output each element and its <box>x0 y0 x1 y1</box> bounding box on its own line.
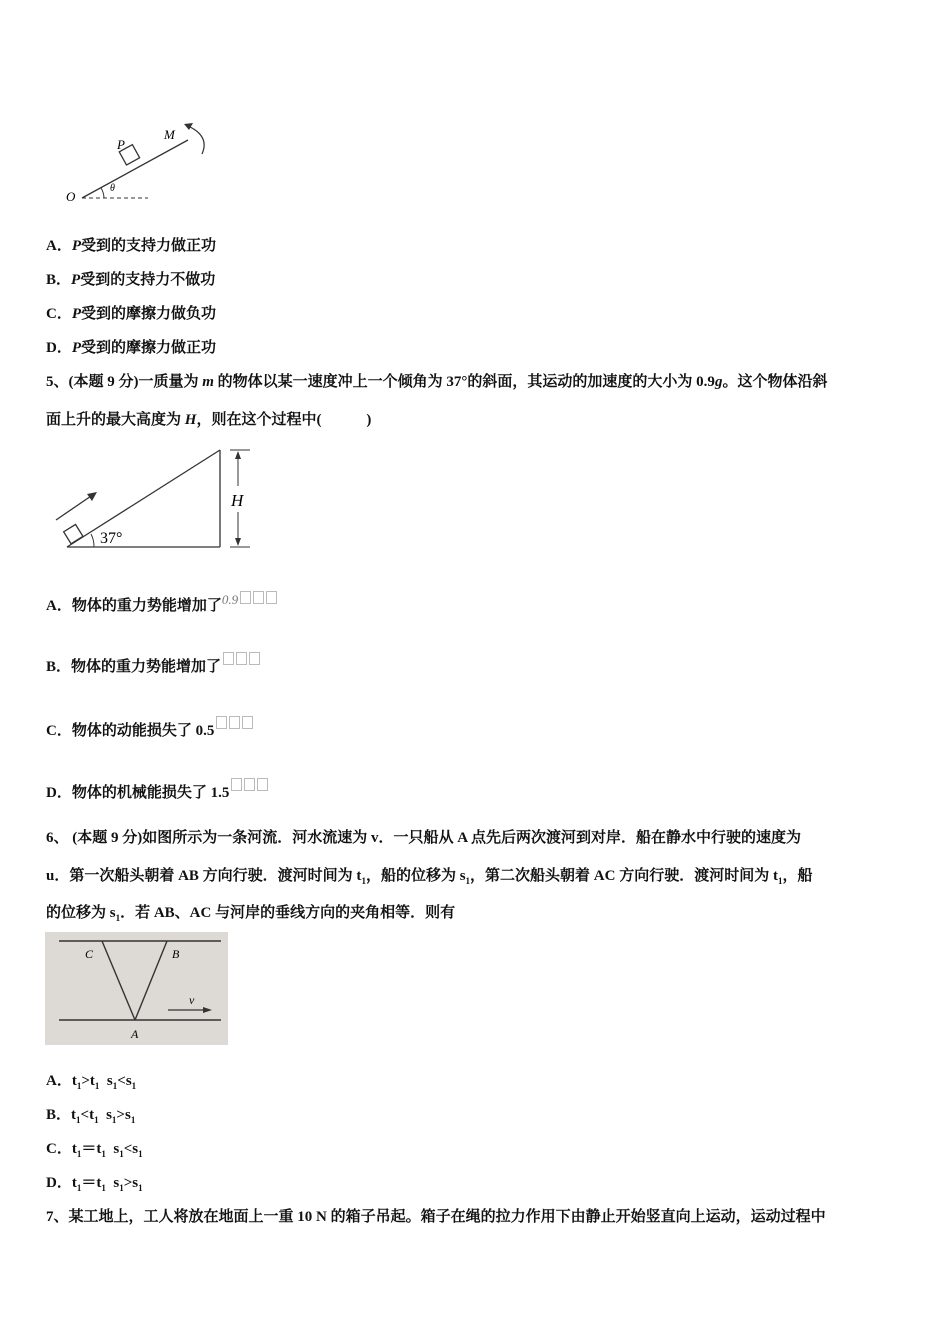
var-s: s <box>132 1141 139 1157</box>
q6-stem-line3 <box>46 903 455 928</box>
subscript: 1 <box>101 1183 106 1193</box>
fig2-label-h: H <box>231 491 244 510</box>
var-t: t <box>71 1175 77 1191</box>
option-letter: C． <box>46 1141 72 1157</box>
missing-glyph-icon <box>236 652 247 665</box>
fig1-label-p: P <box>117 137 125 152</box>
option-letter: C． <box>46 306 72 322</box>
relation: > <box>81 1073 90 1089</box>
q5-stem-line1 <box>46 372 827 392</box>
fig2-label-angle: 37° <box>100 530 123 547</box>
subscript: 1 <box>76 1115 81 1125</box>
q5-option-c <box>46 716 253 741</box>
var-t: t <box>89 1073 95 1089</box>
missing-glyph-icon <box>242 716 253 729</box>
var-t: t <box>71 1073 77 1089</box>
q4-option-b <box>46 270 215 290</box>
q6-text: ，第二次船头朝着 AC 方向行驶．渡河时间为 t <box>470 868 778 884</box>
missing-glyph-icon <box>244 778 255 791</box>
missing-glyph-icon <box>249 652 260 665</box>
q5-option-b <box>46 652 260 677</box>
subscript: 1 <box>76 1081 82 1091</box>
q4-option-d <box>46 338 216 358</box>
figure-block-on-incline <box>60 120 220 210</box>
q5-option-d <box>46 778 268 803</box>
q5-text: 面上升的最大高度为 <box>46 412 185 428</box>
q6-stem-line2 <box>46 866 812 891</box>
option-letter: A． <box>46 1073 72 1089</box>
var-s: s <box>106 1073 113 1089</box>
option-text: 受到的摩擦力做负功 <box>81 306 217 322</box>
q5-text: ，则在这个过程中( ) <box>196 412 372 428</box>
option-letter: D． <box>46 340 72 356</box>
option-letter: B． <box>46 272 72 288</box>
subscript: 1 <box>130 1115 136 1125</box>
option-letter: C． <box>46 723 72 739</box>
subscript: 1 <box>138 1149 143 1159</box>
option-var: P <box>71 306 82 322</box>
relation: < <box>123 1141 133 1157</box>
missing-glyph-icon <box>240 591 251 604</box>
fig3-label-a: A <box>131 1027 139 1041</box>
subscript: 1 <box>101 1149 106 1159</box>
option-letter: D． <box>46 785 72 801</box>
option-letter: B． <box>46 1107 72 1123</box>
option-text: 物体的重力势能增加了 <box>71 659 222 675</box>
var-s: s <box>125 1073 132 1089</box>
var-t: t <box>89 1107 95 1123</box>
subscript: 1 <box>112 1081 118 1091</box>
var-t: t <box>71 1107 77 1123</box>
var-s: s <box>106 1107 112 1123</box>
missing-glyph-icon <box>231 778 242 791</box>
subscript: 1 <box>115 913 121 923</box>
subscript: 1 <box>119 1149 124 1159</box>
q6-option-b <box>46 1105 135 1130</box>
subscript: 1 <box>361 876 366 886</box>
option-text: 物体的动能损失了 0.5 <box>71 723 215 739</box>
option-var: P <box>71 238 82 254</box>
q5-text: 。这个物体沿斜 <box>722 374 828 390</box>
subscript: 1 <box>111 1115 117 1125</box>
q6-stem-line1: 6、 (本题 9 分)如图所示为一条河流．河水流速为 v．一只船从 A 点先后两次渡河到对岸．船在静水中行驶的速度为 <box>46 830 801 846</box>
q5-stem-line2 <box>46 410 371 430</box>
q7-stem-line1: 7、某工地上，工人将放在地面上一重 10 N 的箱子吊起。箱子在绳的拉力作用下由静止开始竖直向上运动，运动过程中 <box>46 1209 826 1225</box>
missing-glyph-icon <box>229 716 240 729</box>
var-s: s <box>124 1107 131 1123</box>
subscript: 1 <box>76 1183 82 1193</box>
missing-glyph-icon <box>216 716 227 729</box>
option-var: P <box>71 340 82 356</box>
figure-incline-37 <box>50 444 260 556</box>
fig1-label-theta: θ <box>110 183 115 194</box>
q6-option-d <box>46 1173 143 1198</box>
var-s: s <box>113 1141 120 1157</box>
fig1-label-m: M <box>164 127 175 142</box>
var-t: t <box>96 1175 102 1191</box>
missing-glyph-icon <box>266 591 277 604</box>
var-s: s <box>132 1175 139 1191</box>
q4-option-c <box>46 304 216 324</box>
subscript: 1 <box>131 1081 137 1091</box>
q5-var-g: g <box>714 374 723 390</box>
q6-option-a <box>46 1071 136 1096</box>
option-text: 受到的支持力不做功 <box>80 272 216 288</box>
fig1-label-o: O <box>66 189 76 204</box>
var-s: s <box>113 1175 120 1191</box>
fig3-label-c: C <box>85 947 94 961</box>
subscript: 1 <box>138 1183 143 1193</box>
option-text: 物体的机械能损失了 1.5 <box>71 785 230 801</box>
q6-text: ．若 AB、AC 与河岸的垂线方向的夹角相等．则有 <box>120 905 456 921</box>
relation: < <box>117 1073 126 1089</box>
q5-option-a <box>46 590 277 616</box>
option-text: 受到的支持力做正功 <box>81 238 217 254</box>
subscript: 1 <box>465 876 471 886</box>
subscript: 1 <box>76 1149 82 1159</box>
option-letter: B． <box>46 659 72 675</box>
q6-text: ，船 <box>782 868 813 884</box>
q5-var-h: H <box>184 412 197 428</box>
subscript: 1 <box>777 876 783 886</box>
var-t: t <box>71 1141 77 1157</box>
relation: ＝ <box>81 1175 97 1191</box>
relation: < <box>80 1107 90 1123</box>
option-text: 物体的重力势能增加了 <box>71 598 222 614</box>
relation: > <box>116 1107 125 1123</box>
missing-glyph-icon <box>223 652 234 665</box>
fig3-label-v: v <box>189 993 195 1007</box>
q5-text: 的物体以某一速度冲上一个倾角为 37°的斜面，其运动的加速度的大小为 0.9 <box>213 374 715 390</box>
subscript: 1 <box>94 1115 99 1125</box>
q6-text: 的位移为 s <box>46 905 116 921</box>
q4-option-a <box>46 236 216 256</box>
option-letter: A． <box>46 598 72 614</box>
missing-glyph-icon <box>253 591 264 604</box>
subscript: 1 <box>94 1081 100 1091</box>
option-letter: A． <box>46 238 72 254</box>
option-text: 受到的摩擦力做正功 <box>81 340 217 356</box>
q6-text: u．第一次船头朝着 AB 方向行驶．渡河时间为 t <box>46 868 362 884</box>
q6-option-c <box>46 1139 143 1164</box>
missing-glyph-icon <box>257 778 268 791</box>
q5-text: 5、(本题 9 分)一质量为 <box>46 374 203 390</box>
formula-text: 0.9 <box>221 592 239 607</box>
q6-text: ，船的位移为 s <box>365 868 466 884</box>
subscript: 1 <box>119 1183 124 1193</box>
q5-var-m: m <box>202 374 214 390</box>
option-letter: D． <box>46 1175 72 1191</box>
fig3-label-b: B <box>172 947 180 961</box>
option-var: P <box>71 272 81 288</box>
relation: > <box>123 1175 133 1191</box>
relation: ＝ <box>81 1141 97 1157</box>
var-t: t <box>96 1141 102 1157</box>
figure-river-photo <box>45 932 228 1045</box>
